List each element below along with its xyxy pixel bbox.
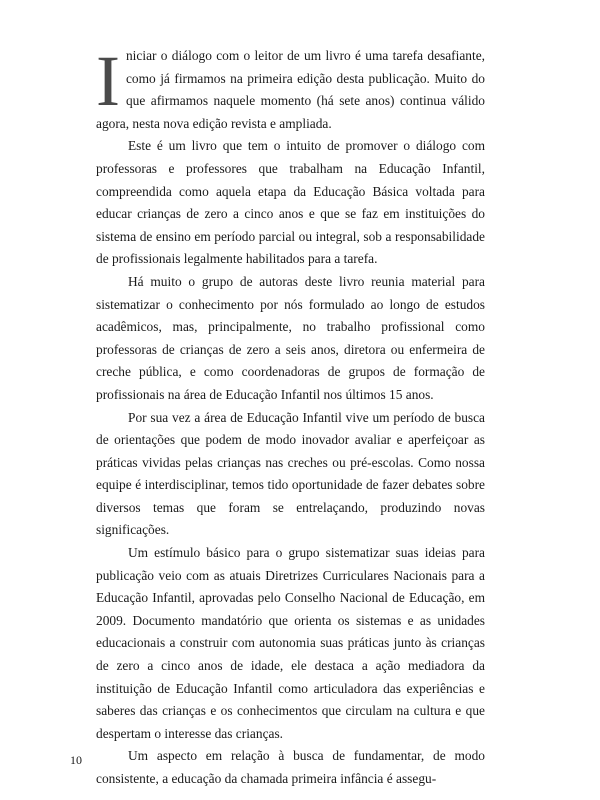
paragraph: Por sua vez a área de Educação Infantil vive um período de busca de orientações que podem de modo inovador avaliar e aperfeiçoar as práticas vividas pelas crianças nas creches ou pré-escolas. Como nossa equipe é interdisciplinar, temos tido oportunidade de fazer debates sobre diversos temas que foram se entrelaçando, produzindo novas significações. <box>96 409 485 538</box>
drop-cap: I <box>96 41 120 121</box>
paragraph: Um aspecto em relação à busca de fundamentar, de modo consistente, a educação da chamada primeira infância é assegu- <box>96 748 485 786</box>
paragraph <box>96 41 485 135</box>
page-number: 10 <box>70 753 82 767</box>
paragraph: Este é um livro que tem o intuito de promover o diálogo com professoras e professores que trabalham na Educação Infantil, compreendida como aquela etapa da Educação Básica voltada para educar crianças de zero a cinco anos e que se faz em instituições do sistema de ensino em período parcial ou integral, sob a responsabilidade de profissionais legalmente habilitados para a tarefa. <box>96 138 485 267</box>
paragraph: Um estímulo básico para o grupo sistematizar suas ideias para publicação veio com as atuais Diretrizes Curriculares Nacionais para a Educação Infantil, aprovadas pelo Conselho Nacional de Educação, em 2009. Documento mandatório que orienta os sistemas e as unidades educacionais a construir com autonomia suas práticas junto às crianças de zero a cinco anos de idade, ele destaca a ação mediadora da instituição de Educação Infantil como articuladora das experiências e saberes das crianças e os conhecimentos que circulam na cultura e que despertam o interesse das crianças. <box>96 545 485 741</box>
paragraph-text: niciar o diálogo com o leitor de um livro é uma tarefa desafiante, como já firmamos na primeira edição desta publicação. Muito do que afirmamos naquele momento (há sete anos) continua válido agora, nesta nova edição revista e ampliada. <box>96 48 485 131</box>
paragraph: Há muito o grupo de autoras deste livro reunia material para sistematizar o conhecimento por nós formulado ao longo de estudos acadêmicos, mas, principalmente, no trabalho profissional como professoras de crianças de zero a seis anos, diretora ou enfermeira de creche pública, e como coordenadoras de grupos de formação de profissionais na área de Educação Infantil nos últimos 15 anos. <box>96 273 485 402</box>
body-text <box>96 41 485 791</box>
